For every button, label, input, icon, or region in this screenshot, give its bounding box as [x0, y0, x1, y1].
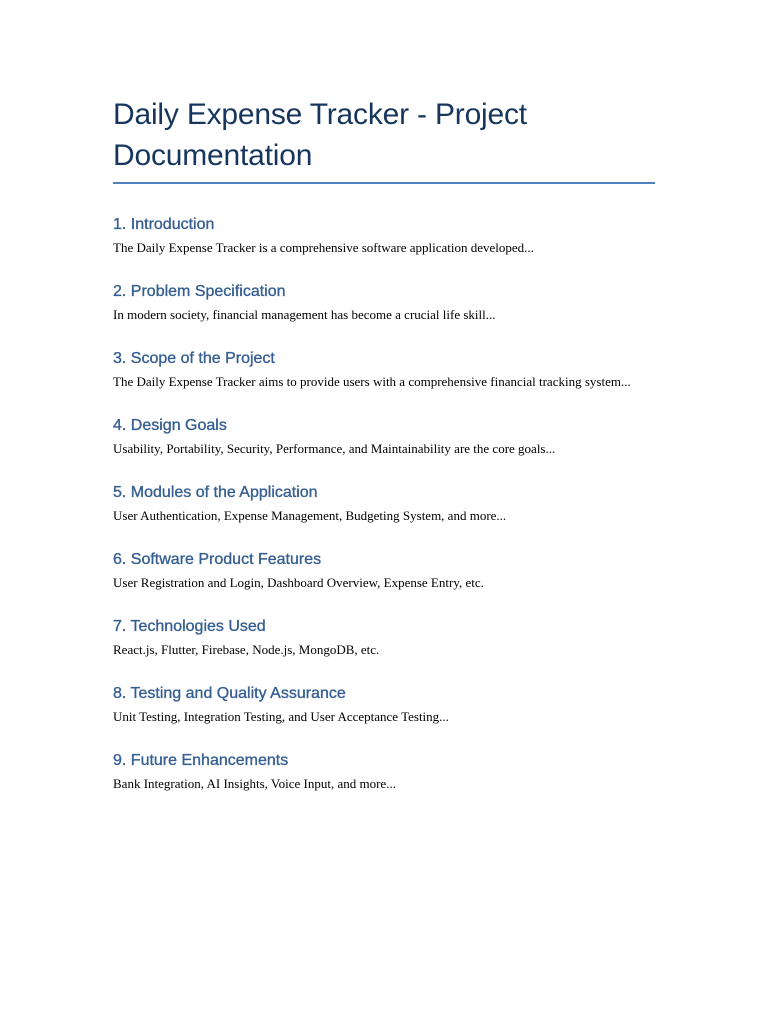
section-heading: 5. Modules of the Application — [113, 484, 318, 501]
section-heading: 6. Software Product Features — [113, 551, 322, 568]
section-body: React.js, Flutter, Firebase, Node.js, MongoDB, etc. — [113, 642, 380, 657]
title-divider — [113, 182, 655, 184]
section-body: In modern society, financial management has become a crucial life skill... — [113, 307, 496, 322]
section-testing — [113, 683, 655, 726]
section-body: The Daily Expense Tracker aims to provide users with a comprehensive financial tracking system... — [113, 374, 631, 389]
section-technologies — [113, 616, 655, 659]
section-list — [113, 214, 655, 793]
section-design-goals — [113, 415, 655, 458]
section-modules — [113, 482, 655, 525]
section-scope — [113, 348, 655, 391]
section-future-enhancements — [113, 750, 655, 793]
section-heading: 8. Testing and Quality Assurance — [113, 685, 346, 702]
document-page — [113, 94, 655, 817]
section-body: The Daily Expense Tracker is a comprehensive software application developed... — [113, 240, 534, 255]
section-body: Usability, Portability, Security, Performance, and Maintainability are the core goals... — [113, 441, 556, 456]
section-heading: 2. Problem Specification — [113, 283, 286, 300]
section-introduction — [113, 214, 655, 257]
section-problem-specification — [113, 281, 655, 324]
section-body: Bank Integration, AI Insights, Voice Input, and more... — [113, 776, 396, 791]
section-body: Unit Testing, Integration Testing, and User Acceptance Testing... — [113, 709, 449, 724]
section-heading: 9. Future Enhancements — [113, 752, 289, 769]
section-features — [113, 549, 655, 592]
section-body: User Registration and Login, Dashboard Overview, Expense Entry, etc. — [113, 575, 484, 590]
section-heading: 3. Scope of the Project — [113, 350, 275, 367]
document-title: Daily Expense Tracker - Project Documentation — [113, 98, 527, 172]
section-heading: 7. Technologies Used — [113, 618, 266, 635]
section-heading: 1. Introduction — [113, 216, 215, 233]
section-heading: 4. Design Goals — [113, 417, 227, 434]
section-body: User Authentication, Expense Management, Budgeting System, and more... — [113, 508, 507, 523]
